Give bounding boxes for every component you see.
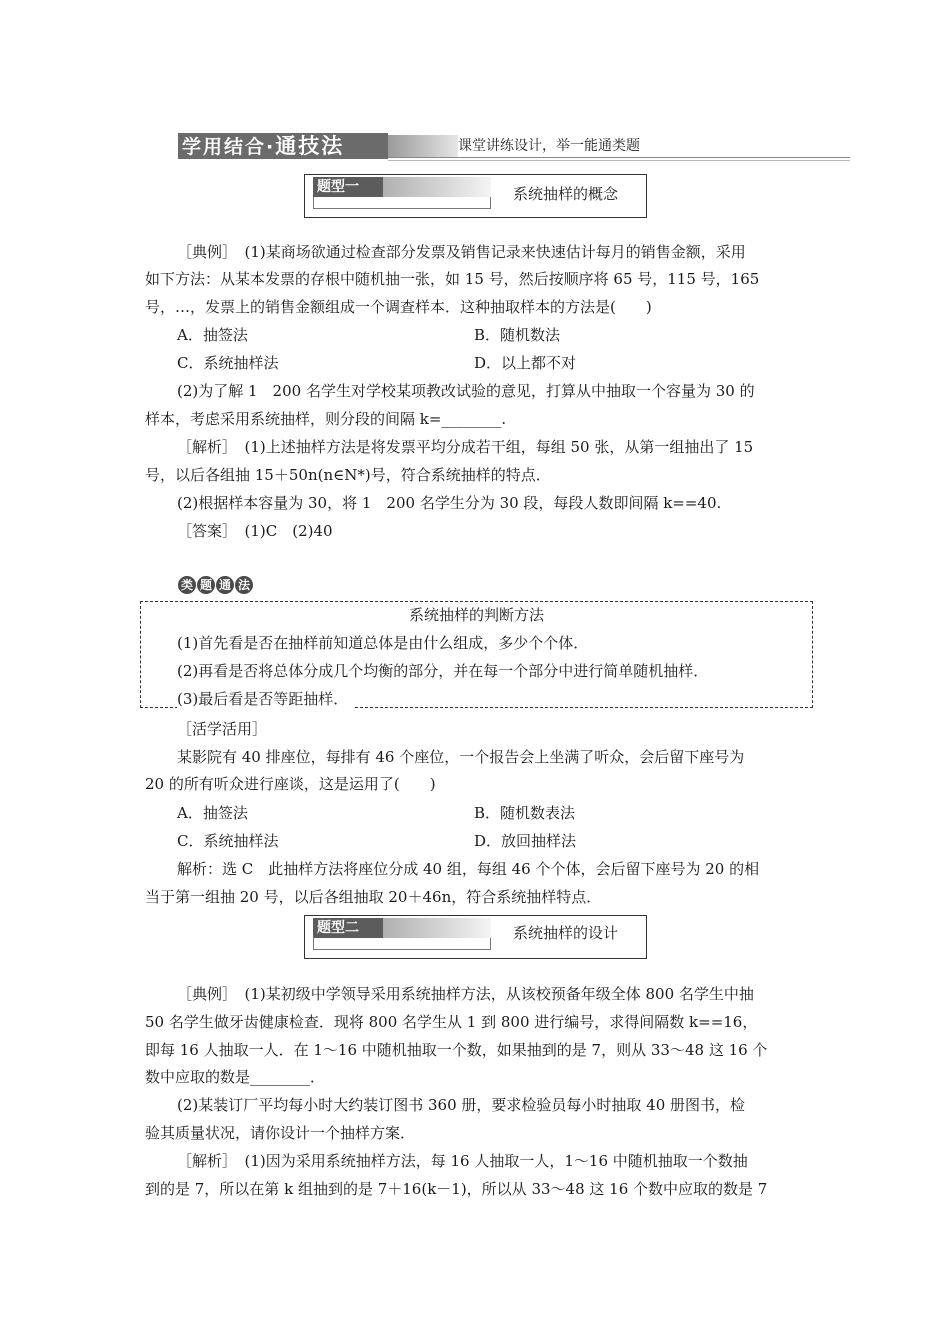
- option-d: D．以上都不对: [474, 354, 577, 372]
- example-line: 号，…，发票上的销售金额组成一个调查样本．这种抽取样本的方法是( ): [145, 298, 652, 316]
- topic-box-1: [304, 174, 647, 218]
- option-b: B．随机数法: [474, 326, 561, 344]
- example-line: (2)某装订厂平均每小时大约装订图书 360 册，要求检验员每小时抽取 40 册图书，检: [177, 1096, 746, 1114]
- example-line: ［典例］ (1)某初级中学领导采用系统抽样方法，从该校预备年级全体 800 名学生中抽: [177, 985, 754, 1003]
- example-line: (2)为了解 1 200 名学生对学校某项教改试验的意见，打算从中抽取一个容量为 30 的: [177, 382, 755, 400]
- solution-line: 解析：选 C 此抽样方法将座位分成 40 组，每组 46 个个体，会后留下座号为 20 的相: [177, 860, 760, 878]
- practice-option-c: C．系统抽样法: [177, 832, 279, 850]
- topic-title: 系统抽样的设计: [513, 924, 619, 942]
- option-c: C．系统抽样法: [177, 354, 279, 372]
- topic-box-2: [304, 915, 647, 959]
- practice-line: 20 的所有听众进行座谈，这是运用了( ): [145, 775, 436, 793]
- banner-rule: [388, 157, 850, 158]
- topic-title: 系统抽样的概念: [513, 185, 619, 203]
- example-line: 如下方法：从某本发票的存根中随机抽一张，如 15 号，然后按顺序将 65 号，115 号，165: [145, 270, 760, 288]
- analysis-line: 到的是 7，所以在第 k 组抽到的是 7＋16(k－1)，所以从 33～48 这 16 个数中应取的数是 7: [145, 1180, 768, 1198]
- example-line: 即每 16 人抽取一人．在 1～16 中随机抽取一个数，如果抽到的是 7，则从 33～48 这 16 个: [145, 1041, 768, 1059]
- banner-label-text: 学用结合·: [182, 136, 276, 158]
- banner-gradient: [388, 135, 458, 157]
- banner-rule: [388, 160, 850, 161]
- method-badge: [178, 576, 253, 596]
- practice-line: 某影院有 40 排座位，每排有 46 个座位，一个报告会上坐满了听众，会后留下座号为: [177, 748, 745, 766]
- example-line: 数中应取的数是________．: [145, 1068, 326, 1086]
- analysis-line: ［解析］ (1)上述抽样方法是将发票平均分成若干组，每组 50 张，从第一组抽出了 15: [177, 438, 754, 456]
- topic-tag: 题型二: [313, 918, 383, 938]
- section-banner: [178, 133, 850, 159]
- practice-option-a: A．抽签法: [177, 804, 248, 822]
- analysis-line: ［解析］ (1)因为采用系统抽样方法，每 16 人抽取一人，1～16 中随机抽取一个数抽: [177, 1152, 748, 1170]
- topic-tag-gradient: [383, 918, 491, 938]
- solution-line: 当于第一组抽 20 号，以后各组抽取 20＋46n，符合系统抽样特点．: [145, 888, 602, 906]
- topic-tag-gradient: [383, 177, 491, 197]
- topic-tag: 题型一: [313, 177, 383, 197]
- example-line: 50 名学生做牙齿健康检查．现将 800 名学生从 1 到 800 进行编号，求得间隔数 k==16，: [145, 1013, 758, 1031]
- example-line: ［典例］ (1)某商场欲通过检查部分发票及销售记录来快速估计每月的销售金额，采用: [177, 243, 746, 261]
- topic-notch: [313, 938, 491, 950]
- practice-option-d: D．放回抽样法: [474, 832, 577, 850]
- topic-notch: [313, 197, 491, 209]
- practice-label: ［活学活用］: [177, 720, 268, 738]
- option-a: A．抽签法: [177, 326, 248, 344]
- badge-char: 通: [216, 576, 234, 594]
- method-item: (2)再看是否将总体分成几个均衡的部分，并在每一个部分中进行简单随机抽样．: [177, 662, 709, 680]
- example-line: 样本，考虑采用系统抽样，则分段的间隔 k=________.: [145, 410, 507, 428]
- badge-char: 题: [197, 576, 215, 594]
- answer-line: ［答案］ (1)C (2)40: [177, 522, 333, 540]
- badge-char: 法: [235, 576, 253, 594]
- banner-label: [178, 133, 388, 159]
- analysis-line: 号，以后各组抽 15＋50n(n∈N*)号，符合系统抽样的特点．: [145, 466, 551, 484]
- method-title: 系统抽样的判断方法: [408, 606, 544, 624]
- analysis-line: (2)根据样本容量为 30，将 1 200 名学生分为 30 段，每段人数即间隔 k==40.: [177, 494, 722, 512]
- example-line: 验其质量状况，请你设计一个抽样方案．: [145, 1124, 416, 1142]
- banner-subtitle: 课堂讲练设计，举一能通类题: [458, 138, 640, 154]
- badge-char: 类: [178, 576, 196, 594]
- method-item: (3)最后看是否等距抽样．: [177, 688, 354, 710]
- banner-label-strong: 通技法: [275, 134, 345, 158]
- method-item: (1)首先看是否在抽样前知道总体是由什么组成，多少个个体．: [177, 634, 589, 652]
- practice-option-b: B．随机数表法: [474, 804, 576, 822]
